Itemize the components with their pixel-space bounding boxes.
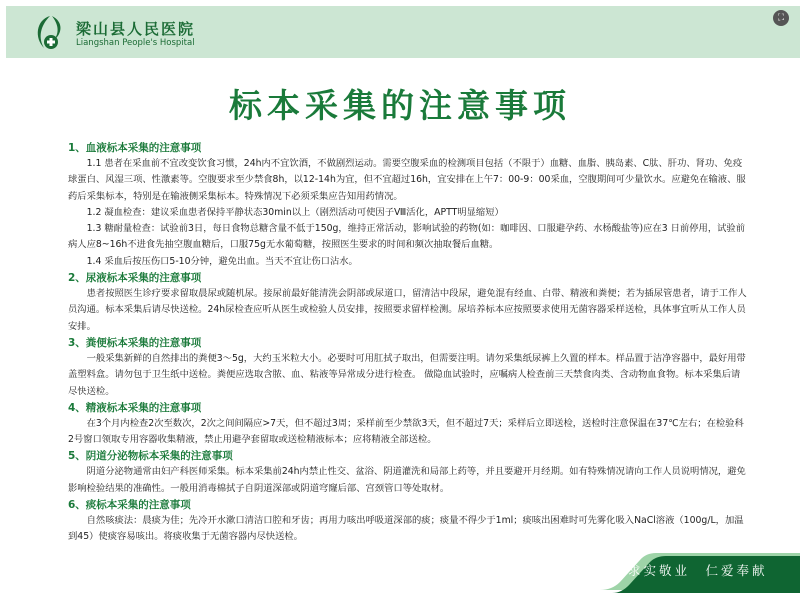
- hospital-name-cn: 梁山县人民医院: [76, 20, 196, 38]
- section-paragraph: 阴道分泌物通常由妇产科医师采集。标本采集前24h内禁止性交、盆浴、阴道灌洗和局部上药等，并且要避开月经期。如有特殊情况请向工作人员说明情况，避免影响检验结果的准确性。一般用消毒棉拭子自阴道深部或阴道穹窿后部、宫颈管口等处取材。: [68, 466, 746, 494]
- fullscreen-icon[interactable]: ⛶: [773, 10, 789, 26]
- section-paragraph: 患者按照医生诊疗要求留取晨尿或随机尿。接尿前最好能清洗会阴部或尿道口，留清洁中段尿，避免混有经血、白带、精液和粪便；若为插尿管患者，请于工作人员沟通。标本采集后请尽快送检。24h尿检查应听从医生或检验人员安排，按照要求留样检测。尿培养标本应按照要求使用无菌容器采样送检，具体事宜听从工作人员安排。: [68, 288, 747, 332]
- section-heading: 1、血液标本采集的注意事项: [68, 142, 202, 154]
- section-heading: 2、尿液标本采集的注意事项: [68, 272, 202, 285]
- footer-slogan: 求实敬业 仁爱奉献: [628, 563, 768, 578]
- hospital-header: [6, 6, 800, 58]
- section-paragraph: 自然咳痰法：晨痰为佳；先冷开水漱口清洁口腔和牙齿；再用力咳出呼吸道深部的痰；痰量不得少于1ml；痰咳出困难时可先雾化吸入NaCl溶液（100g/L，加温到45）使痰容易咳出。将痰收集于无菌容器内尽快送检。: [68, 515, 744, 543]
- section-paragraph: 1.2 凝血检查：建议采血患者保持平静状态30min以上（剧烈活动可使因子Ⅷ活化，APTT明显缩短）: [86, 206, 504, 218]
- section-paragraph: 1.3 糖耐量检查：试验前3日，每日食物总糖含量不低于150g，维持正常活动，影响试验的药物(如：咖啡因、口服避孕药、水杨酸盐等)应在3 日前停用，试验前病人应8~16h不进食先抽空腹血糖后，口服75g无水葡萄糖，按照医生要求的时间和频次抽取餐后血糖。: [68, 223, 746, 251]
- page-title: 标本采集的注意事项: [229, 86, 571, 125]
- section-5: [68, 448, 748, 497]
- section-4: [68, 400, 748, 449]
- section-heading: 4、精液标本采集的注意事项: [68, 401, 202, 414]
- section-heading: 3、粪便标本采集的注意事项: [68, 336, 202, 349]
- section-paragraph: 1.1 患者在采血前不宜改变饮食习惯，24h内不宜饮酒，不做剧烈运动。需要空腹采血的检测项目包括（不限于）血糖、血脂、胰岛素、C肽、肝功、肾功、免疫球蛋白、风湿三项、性激素等。空腹要求至少禁食8h，以12-14h为宜，但不宜超过16h，宜安排在上午7：00-9：00采血，空腹期间可少量饮水。应避免在输液、服药后采集标本，特别是在输液侧采集标本。特殊情况下必须采集应告知用药情况。: [68, 158, 746, 202]
- section-paragraph: 1.4 采血后按压伤口5-10分钟，避免出血。当天不宜让伤口沾水。: [86, 255, 358, 267]
- section-2: [68, 270, 748, 335]
- section-1: [68, 140, 748, 270]
- section-paragraph: 在3个月内检查2次至数次，2次之间间隔应>7天，但不超过3周；采样前至少禁欲3天，但不超过7天；采样后立即送检，送检时注意保温在37℃左右；在检验科2号窗口领取专用容器收集精液，禁止用避孕套留取或送检精液标本；应将精液全部送检。: [68, 417, 744, 446]
- section-6: [68, 497, 748, 546]
- section-3: [68, 335, 748, 400]
- hospital-name-en: Liangshan People's Hospital: [76, 38, 195, 48]
- section-heading: 6、痰标本采集的注意事项: [68, 499, 191, 512]
- notice-content: [68, 140, 748, 546]
- hospital-logo-icon: [32, 14, 68, 52]
- section-paragraph: 一般采集新鲜的自然排出的粪便3～5g，大约玉米粒大小。必要时可用肛拭子取出，但需要注明。请勿采集纸尿裤上久置的样本。样品置于洁净容器中，最好用带盖塑料盒。请勿包于卫生纸中送检。粪便应选取含脓、血、粘液等异常成分进行检查。 做隐血试验时，应嘱病人检查前三天禁食肉类、含动物血食物。标本采集后请尽快送检。: [68, 352, 746, 397]
- section-heading: 5、阴道分泌物标本采集的注意事项: [68, 450, 233, 463]
